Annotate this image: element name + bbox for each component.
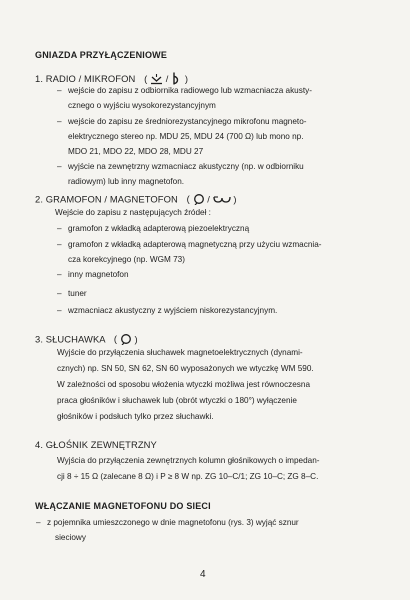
bullet-dash: – bbox=[36, 518, 41, 527]
bullet-dash: – bbox=[57, 270, 62, 279]
bullet-dash: – bbox=[57, 289, 62, 298]
paren-open: ( bbox=[113, 333, 118, 345]
section-3-label: 3. SŁUCHAWKA bbox=[35, 333, 106, 345]
section-2-title bbox=[35, 193, 237, 207]
paren-close: ) bbox=[233, 193, 237, 205]
s2-item-4: tuner bbox=[68, 289, 87, 298]
s1-item-2-line-3: MDO 21, MDO 22, MDO 28, MDU 27 bbox=[68, 147, 204, 156]
radio-antenna-icon bbox=[150, 73, 163, 87]
section-2-label: 2. GRAMOFON / MAGNETOFON bbox=[35, 193, 178, 205]
bullet-dash: – bbox=[57, 240, 62, 249]
s4-line-1: Wyjścia do przyłączenia zewnętrznych kolumn głośnikowych o impedan- bbox=[57, 456, 320, 465]
bullet-dash: – bbox=[57, 224, 62, 233]
bullet-dash: – bbox=[57, 306, 62, 315]
s2-item-1: gramofon z wkładką adapterową piezoelektryczną bbox=[68, 224, 250, 233]
section-4-title: 4. GŁOŚNIK ZEWNĘTRZNY bbox=[35, 439, 157, 450]
s5-line-2: sieciowy bbox=[55, 533, 86, 542]
s4-line-2: cji 8 ÷ 15 Ω (zalecane 8 Ω) i P ≥ 8 W np. ZG 10–C/1; ZG 10–C; ZG 8–C. bbox=[57, 472, 319, 481]
turntable-icon bbox=[193, 193, 205, 207]
section-1-title bbox=[35, 72, 188, 87]
s3-line-4: praca głośników i słuchawek lub (obrót wtyczki o 180°) wyłączenie bbox=[57, 396, 297, 405]
page-heading: GNIAZDA PRZYŁĄCZENIOWE bbox=[35, 50, 168, 60]
bullet-dash: – bbox=[57, 117, 62, 126]
section-1-label: 1. RADIO / MIKROFON bbox=[35, 72, 136, 84]
s3-line-5: głośników i podsłuch tylko przez słuchawki. bbox=[57, 412, 214, 421]
slash: / bbox=[165, 72, 169, 84]
bullet-dash: – bbox=[57, 86, 62, 95]
s5-line-1: z pojemnika umieszczonego w dnie magnetofonu (rys. 3) wyjąć sznur bbox=[47, 518, 299, 527]
microphone-icon bbox=[171, 72, 182, 87]
paren-open: ( bbox=[144, 72, 148, 84]
s1-item-1-line-2: cznego o wyjściu wysokorezystancyjnym bbox=[68, 101, 216, 110]
paren-close: ) bbox=[184, 72, 189, 84]
paren-open: ( bbox=[186, 193, 190, 205]
s1-item-3-line-2: radiowym) lub inny magnetofon. bbox=[68, 177, 185, 186]
s1-item-3-line-1: wyjście na zewnętrzny wzmacniacz akustyczny (np. w odbiorniku bbox=[68, 162, 304, 171]
section-3-title bbox=[35, 333, 138, 347]
slash: / bbox=[207, 193, 210, 205]
page-number: 4 bbox=[200, 569, 206, 580]
s3-line-2: cznych) np. SN 50, SN 62, SN 60 wyposażonych we wtyczkę WM 590. bbox=[57, 364, 314, 373]
s3-line-1: Wyjście do przyłączenia słuchawek magnetoelektrycznych (dynami- bbox=[57, 348, 303, 357]
s1-item-2-line-2: elektrycznego stereo np. MDU 25, MDU 24 (700 Ω) lub mono np. bbox=[68, 132, 304, 141]
s2-intro: Wejście do zapisu z następujących źródeł : bbox=[55, 208, 211, 217]
s3-line-3: W zależności od sposobu włożenia wtyczki możliwa jest równoczesna bbox=[57, 380, 311, 389]
headphones-icon bbox=[120, 333, 132, 347]
s2-item-2-line-2: cza korekcyjnego (np. WGM 73) bbox=[68, 255, 185, 264]
s1-item-1-line-1: wejście do zapisu z odbiornika radiowego lub wzmacniacza akusty- bbox=[68, 86, 312, 95]
s2-item-3: inny magnetofon bbox=[68, 270, 129, 279]
s2-item-5: wzmacniacz akustyczny z wyjściem niskorezystancyjnym. bbox=[68, 306, 278, 315]
paren-close: ) bbox=[134, 333, 138, 345]
s2-item-2-line-1: gramofon z wkładką adapterową magnetyczną przy użyciu wzmacnia- bbox=[68, 240, 322, 249]
bullet-dash: – bbox=[57, 162, 62, 171]
section-5-title: WŁĄCZANIE MAGNETOFONU DO SIECI bbox=[35, 501, 211, 511]
tape-reel-icon bbox=[213, 194, 231, 206]
s1-item-2-line-1: wejście do zapisu ze średniorezystancyjnego mikrofonu magneto- bbox=[68, 117, 307, 126]
